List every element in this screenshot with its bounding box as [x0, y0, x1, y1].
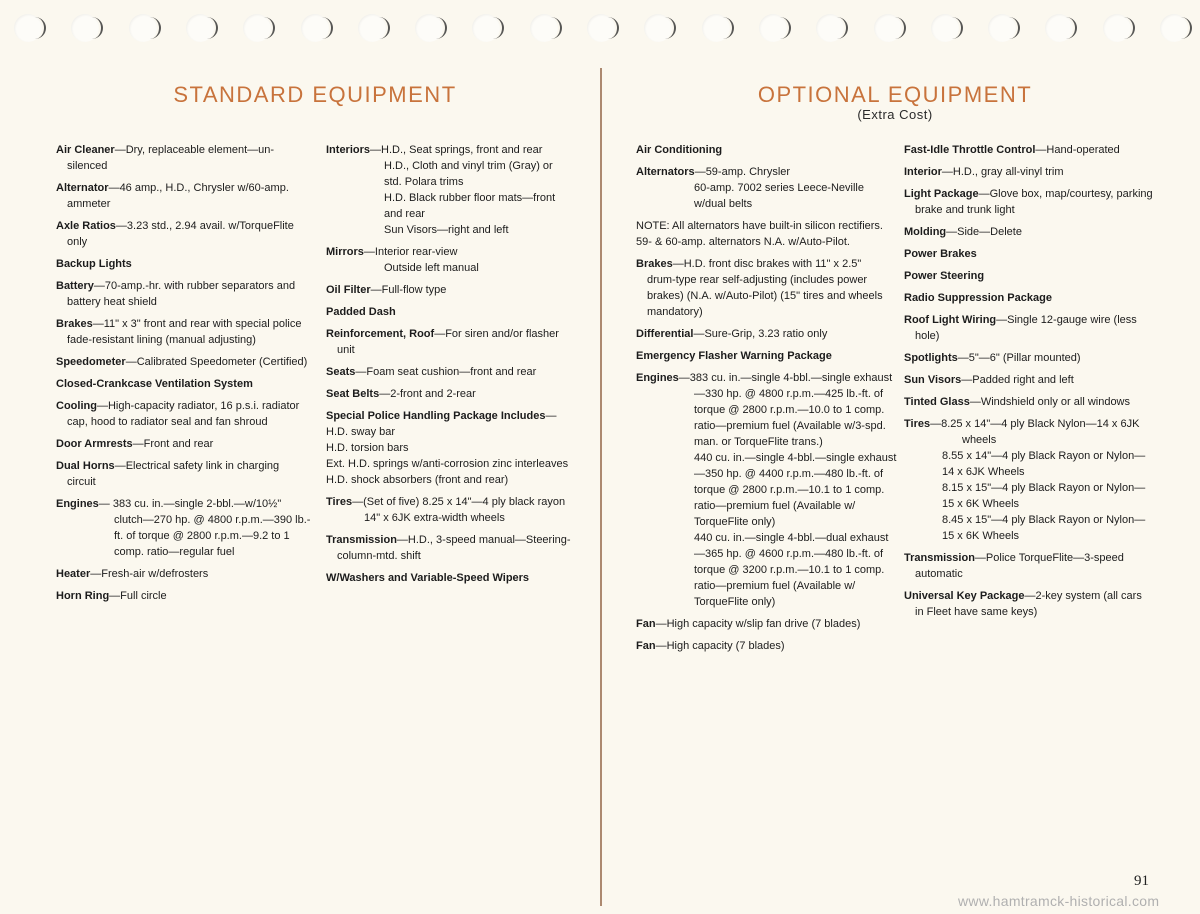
item-first-line: [56, 496, 308, 512]
item-heading: Power Brakes: [904, 248, 977, 260]
item-first-line: [904, 164, 1156, 180]
item-heading: Door Armrests: [56, 438, 133, 450]
item-text-line: 440 cu. in.—single 4-bbl.—single exhaust: [694, 452, 897, 464]
item-text-line: 15 x 6K Wheels: [942, 530, 1020, 542]
equipment-item: [636, 326, 888, 342]
optional-column-left: [636, 142, 897, 660]
item-heading: Emergency Flasher Warning Package: [636, 350, 832, 362]
item-first-line: [326, 304, 578, 320]
item-text-line: unit: [337, 344, 355, 356]
item-text-line: 14" x 6JK extra-width wheels: [364, 512, 505, 524]
item-text-line: only: [67, 236, 88, 248]
item-text: —Interior rear-view: [363, 246, 458, 258]
item-text: —Police TorqueFlite—3-speed: [974, 552, 1124, 564]
item-heading: Battery: [56, 280, 94, 292]
binder-hole: [702, 14, 730, 42]
item-first-line: [636, 142, 888, 158]
item-text: —2-front and 2-rear: [379, 388, 476, 400]
item-text-line: battery heat shield: [67, 296, 157, 308]
item-first-line: [904, 550, 1156, 566]
item-text-line: circuit: [67, 476, 96, 488]
item-text: —Sure-Grip, 3.23 ratio only: [693, 328, 828, 340]
item-first-line: [56, 566, 308, 582]
item-text-line: std. Polara trims: [384, 176, 464, 188]
item-heading: Tires: [326, 496, 353, 508]
binder-hole: [530, 14, 558, 42]
item-text-line: TorqueFlite only): [694, 596, 776, 608]
item-first-line: [326, 532, 578, 548]
item-heading: Molding: [904, 226, 947, 238]
item-heading: Padded Dash: [326, 306, 396, 318]
item-text-line: Ext. H.D. springs w/anti-corrosion zinc interleaves: [326, 458, 569, 470]
item-first-line: [56, 376, 308, 392]
equipment-item: [56, 376, 308, 392]
equipment-item: [56, 218, 308, 250]
equipment-item: [636, 370, 897, 610]
item-text: —Glove box, map/courtesy, parking: [978, 188, 1153, 200]
item-text-line: hole): [915, 330, 940, 342]
item-text-line: drum-type rear self-adjusting (includes power: [647, 274, 868, 286]
item-heading: Seats: [326, 366, 356, 378]
item-first-line: [326, 282, 578, 298]
item-first-line: [56, 278, 308, 294]
item-text-line: 14 x 6JK Wheels: [942, 466, 1025, 478]
item-heading: Roof Light Wiring: [904, 314, 997, 326]
equipment-item: [56, 180, 308, 212]
binder-holes: [0, 10, 1200, 46]
item-text-line: fade-resistant lining (manual adjusting): [67, 334, 256, 346]
item-text-line: torque @ 3200 r.p.m.—10.1 to 1 comp.: [694, 564, 885, 576]
item-first-line: [904, 142, 1156, 158]
item-first-line: [636, 348, 888, 364]
item-heading: Tires: [904, 418, 931, 430]
item-first-line: [56, 354, 308, 370]
item-first-line: [326, 570, 578, 586]
binder-hole: [587, 14, 615, 42]
binder-hole: [988, 14, 1016, 42]
equipment-item: [56, 566, 308, 582]
item-text-line: silenced: [67, 160, 108, 172]
equipment-item: [326, 304, 578, 320]
item-first-line: [636, 616, 888, 632]
equipment-item: [904, 312, 1156, 344]
item-text-line: 8.45 x 15"—4 ply Black Rayon or Nylon—: [942, 514, 1146, 526]
item-first-line: [326, 364, 578, 380]
item-first-line: [56, 218, 308, 234]
item-heading: Backup Lights: [56, 258, 132, 270]
equipment-item: [904, 224, 1156, 240]
item-heading: Alternators: [636, 166, 695, 178]
item-text: —High-capacity radiator, 16 p.s.i. radiator: [96, 400, 300, 412]
equipment-item: [326, 408, 578, 488]
item-heading: Fan: [636, 618, 656, 630]
equipment-item: [904, 416, 1156, 544]
item-heading: Alternator: [56, 182, 109, 194]
equipment-item: [56, 278, 308, 310]
item-first-line: [56, 180, 308, 196]
equipment-item: [904, 246, 1156, 262]
item-first-line: [56, 398, 308, 414]
item-text-line: TorqueFlite only): [694, 516, 776, 528]
item-text-line: —350 hp. @ 4400 r.p.m.—480 lb.-ft. of: [694, 468, 884, 480]
equipment-item: [904, 550, 1156, 582]
binder-hole: [129, 14, 157, 42]
item-text: —5"—6" (Pillar mounted): [957, 352, 1081, 364]
item-text-line: and rear: [384, 208, 425, 220]
equipment-item: [56, 496, 311, 560]
equipment-item: [56, 588, 308, 604]
item-text: —46 amp., H.D., Chrysler w/60-amp.: [108, 182, 289, 194]
item-text: —High capacity w/slip fan drive (7 blades): [655, 618, 861, 630]
item-heading: Universal Key Package: [904, 590, 1025, 602]
binder-hole: [358, 14, 386, 42]
item-text-line: wheels: [962, 434, 997, 446]
item-text: —2-key system (all cars: [1024, 590, 1142, 602]
item-heading: Radio Suppression Package: [904, 292, 1052, 304]
item-text-line: man. or TorqueFlite trans.): [694, 436, 823, 448]
equipment-item: [56, 436, 308, 452]
item-heading: Dual Horns: [56, 460, 115, 472]
item-heading: Seat Belts: [326, 388, 380, 400]
item-heading: Differential: [636, 328, 694, 340]
item-heading: Sun Visors: [904, 374, 962, 386]
item-text: —8.25 x 14"—4 ply Black Nylon—14 x 6JK: [930, 418, 1140, 430]
binder-hole: [71, 14, 99, 42]
item-text-line: 440 cu. in.—single 4-bbl.—dual exhaust: [694, 532, 889, 544]
item-first-line: [326, 244, 578, 260]
equipment-item: [326, 326, 578, 358]
item-first-line: [636, 326, 888, 342]
equipment-item: [326, 142, 578, 238]
item-text-line: ratio—premium fuel (Available w/: [694, 580, 856, 592]
item-text: —11" x 3" front and rear with special police: [92, 318, 302, 330]
item-heading: W/Washers and Variable-Speed Wipers: [326, 572, 530, 584]
item-first-line: [56, 436, 308, 452]
item-text: —Hand-operated: [1035, 144, 1120, 156]
item-text: —Windshield only or all windows: [969, 396, 1131, 408]
item-text-line: automatic: [915, 568, 963, 580]
item-first-line: [636, 370, 893, 386]
binder-hole: [931, 14, 959, 42]
item-heading: Air Cleaner: [56, 144, 115, 156]
equipment-item: [56, 256, 308, 272]
item-text-line: 59- & 60-amp. alternators N.A. w/Auto-Pilot.: [636, 236, 850, 248]
item-heading: Fan: [636, 640, 656, 652]
item-heading: Cooling: [56, 400, 97, 412]
equipment-item: [636, 142, 888, 158]
item-text-line: brakes) (N.A. w/Auto-Pilot) (15" tires and wheels: [647, 290, 883, 302]
item-text-line: mandatory): [647, 306, 703, 318]
equipment-item: [56, 142, 308, 174]
equipment-item: [636, 616, 888, 632]
item-first-line: [326, 408, 578, 424]
item-text-line: Sun Visors—right and left: [384, 224, 509, 236]
equipment-item: [326, 570, 578, 586]
item-text: —383 cu. in.—single 4-bbl.—single exhaust: [678, 372, 893, 384]
item-heading: Interiors: [326, 144, 371, 156]
item-heading: Brakes: [56, 318, 93, 330]
item-first-line: [904, 372, 1156, 388]
item-text: —Foam seat cushion—front and rear: [355, 366, 537, 378]
item-first-line: [56, 256, 308, 272]
item-text-line: clutch—270 hp. @ 4800 r.p.m.—390 lb.-: [114, 514, 311, 526]
optional-equipment-subtitle: (Extra Cost): [857, 107, 933, 122]
item-first-line: [56, 316, 308, 332]
item-first-line: [904, 588, 1156, 604]
item-heading: Speedometer: [56, 356, 126, 368]
item-text-line: w/dual belts: [694, 198, 753, 210]
center-divider: [600, 68, 602, 906]
item-text: —: [545, 410, 557, 422]
equipment-item: [904, 350, 1156, 366]
item-text: —3.23 std., 2.94 avail. w/TorqueFlite: [115, 220, 294, 232]
item-first-line: [904, 268, 1156, 284]
item-text: —Full circle: [109, 590, 167, 602]
optional-column-right: [904, 142, 1156, 626]
equipment-item: [326, 282, 578, 298]
item-first-line: [56, 588, 308, 604]
binder-hole: [301, 14, 329, 42]
item-heading: Spotlights: [904, 352, 958, 364]
item-text: —70-amp.-hr. with rubber separators and: [93, 280, 296, 292]
item-first-line: [326, 326, 578, 342]
binder-hole: [644, 14, 672, 42]
equipment-item: [904, 394, 1156, 410]
item-text: —High capacity (7 blades): [655, 640, 785, 652]
item-text: —Calibrated Speedometer (Certified): [125, 356, 308, 368]
item-text: —H.D. front disc brakes with 11" x 2.5": [672, 258, 862, 270]
item-heading: Closed-Crankcase Ventilation System: [56, 378, 253, 390]
item-heading: Air Conditioning: [636, 144, 723, 156]
item-text: —(Set of five) 8.25 x 14"—4 ply black rayon: [352, 496, 566, 508]
item-text: —Front and rear: [132, 438, 214, 450]
binder-hole: [759, 14, 787, 42]
item-first-line: [326, 142, 578, 158]
item-first-line: [56, 142, 308, 158]
equipment-item: [636, 256, 888, 320]
equipment-item: [904, 588, 1156, 620]
equipment-item: [326, 532, 578, 564]
equipment-item: [636, 218, 888, 250]
item-text: —H.D., 3-speed manual—Steering-: [396, 534, 571, 546]
item-first-line: [326, 494, 578, 510]
item-text-line: ammeter: [67, 198, 111, 210]
item-heading: Horn Ring: [56, 590, 110, 602]
optional-equipment-title: OPTIONAL EQUIPMENT: [757, 82, 1033, 107]
item-heading: Special Police Handling Package Includes: [326, 410, 546, 422]
item-first-line: [56, 458, 308, 474]
equipment-item: [904, 372, 1156, 388]
item-text-line: in Fleet have same keys): [915, 606, 1038, 618]
item-text-line: brake and trunk light: [915, 204, 1015, 216]
item-text-line: ratio—premium fuel (Available w/: [694, 500, 856, 512]
item-heading: Oil Filter: [326, 284, 371, 296]
equipment-item: [636, 164, 888, 212]
item-heading: Power Steering: [904, 270, 985, 282]
equipment-item: [326, 244, 578, 276]
equipment-item: [56, 398, 308, 430]
equipment-item: [56, 458, 308, 490]
item-text: —H.D., Seat springs, front and rear: [370, 144, 543, 156]
item-text-line: ft. of torque @ 2800 r.p.m.—9.2 to 1: [114, 530, 290, 542]
equipment-item: [56, 316, 308, 348]
item-heading: Axle Ratios: [56, 220, 116, 232]
item-text-line: 15 x 6K Wheels: [942, 498, 1020, 510]
item-text-line: —365 hp. @ 4600 r.p.m.—480 lb.-ft. of: [694, 548, 884, 560]
item-heading: Fast-Idle Throttle Control: [904, 144, 1036, 156]
binder-hole: [186, 14, 214, 42]
item-text-line: ratio—premium fuel (Available w/3-spd.: [694, 420, 886, 432]
equipment-item: [636, 348, 888, 364]
item-text: —H.D., gray all-vinyl trim: [941, 166, 1064, 178]
item-text-line: H.D. torsion bars: [326, 442, 409, 454]
item-heading: Engines: [636, 372, 679, 384]
item-first-line: [636, 256, 888, 272]
item-text-line: 8.15 x 15"—4 ply Black Rayon or Nylon—: [942, 482, 1146, 494]
equipment-item: [56, 354, 308, 370]
item-text-line: H.D. Black rubber floor mats—front: [384, 192, 556, 204]
equipment-item: [904, 142, 1156, 158]
equipment-item: [326, 386, 578, 402]
binder-hole: [1160, 14, 1188, 42]
item-text: —Full-flow type: [370, 284, 447, 296]
item-first-line: [636, 218, 888, 234]
item-text: —Electrical safety link in charging: [114, 460, 280, 472]
item-text: —59-amp. Chrysler: [694, 166, 791, 178]
standard-column-left: [56, 142, 311, 610]
item-text-line: torque @ 2800 r.p.m.—10.0 to 1 comp.: [694, 404, 885, 416]
item-first-line: [326, 386, 578, 402]
item-text: NOTE: All alternators have built-in silicon rectifiers.: [636, 220, 883, 232]
item-text-line: H.D., Cloth and vinyl trim (Gray) or: [384, 160, 553, 172]
item-text-line: comp. ratio—regular fuel: [114, 546, 235, 558]
item-first-line: [904, 186, 1156, 202]
watermark: www.hamtramck-historical.com: [958, 893, 1160, 909]
standard-column-right: [326, 142, 578, 592]
equipment-item: [326, 364, 578, 380]
binder-hole: [14, 14, 42, 42]
item-text: —Side—Delete: [946, 226, 1022, 238]
page-number: 91: [1134, 873, 1149, 889]
equipment-item: [904, 164, 1156, 180]
equipment-item: [326, 494, 578, 526]
item-heading: Engines: [56, 498, 99, 510]
binder-hole: [874, 14, 902, 42]
binder-hole: [472, 14, 500, 42]
item-heading: Interior: [904, 166, 942, 178]
item-text: —For siren and/or flasher: [434, 328, 559, 340]
binder-hole: [816, 14, 844, 42]
item-text-line: —330 hp. @ 4800 r.p.m.—425 lb.-ft. of: [694, 388, 884, 400]
item-text-line: column-mtd. shift: [337, 550, 421, 562]
item-text-line: 60-amp. 7002 series Leece-Neville: [694, 182, 864, 194]
item-text: — 383 cu. in.—single 2-bbl.—w/10½": [98, 498, 282, 510]
item-text: —Fresh-air w/defrosters: [90, 568, 209, 580]
item-heading: Transmission: [326, 534, 397, 546]
item-text: —Padded right and left: [961, 374, 1074, 386]
binder-hole: [1103, 14, 1131, 42]
item-first-line: [904, 312, 1156, 328]
item-text-line: H.D. shock absorbers (front and rear): [326, 474, 509, 486]
item-text-line: cap, hood to radiator seal and fan shroud: [67, 416, 268, 428]
item-text-line: torque @ 2800 r.p.m.—10.1 to 1 comp.: [694, 484, 885, 496]
binder-hole: [1045, 14, 1073, 42]
item-text-line: Outside left manual: [384, 262, 479, 274]
item-text-line: 8.55 x 14"—4 ply Black Rayon or Nylon—: [942, 450, 1146, 462]
binder-hole: [415, 14, 443, 42]
equipment-item: [904, 268, 1156, 284]
binder-hole: [243, 14, 271, 42]
equipment-item: [904, 290, 1156, 306]
item-heading: Reinforcement, Roof: [326, 328, 435, 340]
item-first-line: [904, 416, 1156, 432]
item-text: —Single 12-gauge wire (less: [996, 314, 1137, 326]
item-text-line: H.D. sway bar: [326, 426, 396, 438]
item-first-line: [636, 164, 888, 180]
item-first-line: [904, 350, 1156, 366]
item-heading: Transmission: [904, 552, 975, 564]
item-heading: Light Package: [904, 188, 979, 200]
item-first-line: [636, 638, 888, 654]
standard-equipment-title: STANDARD EQUIPMENT: [173, 82, 457, 107]
item-first-line: [904, 394, 1156, 410]
item-first-line: [904, 246, 1156, 262]
item-first-line: [904, 224, 1156, 240]
equipment-item: [636, 638, 888, 654]
item-heading: Tinted Glass: [904, 396, 970, 408]
item-text: —Dry, replaceable element—un-: [114, 144, 275, 156]
item-heading: Mirrors: [326, 246, 364, 258]
item-heading: Brakes: [636, 258, 673, 270]
item-heading: Heater: [56, 568, 91, 580]
item-first-line: [904, 290, 1156, 306]
equipment-item: [904, 186, 1156, 218]
